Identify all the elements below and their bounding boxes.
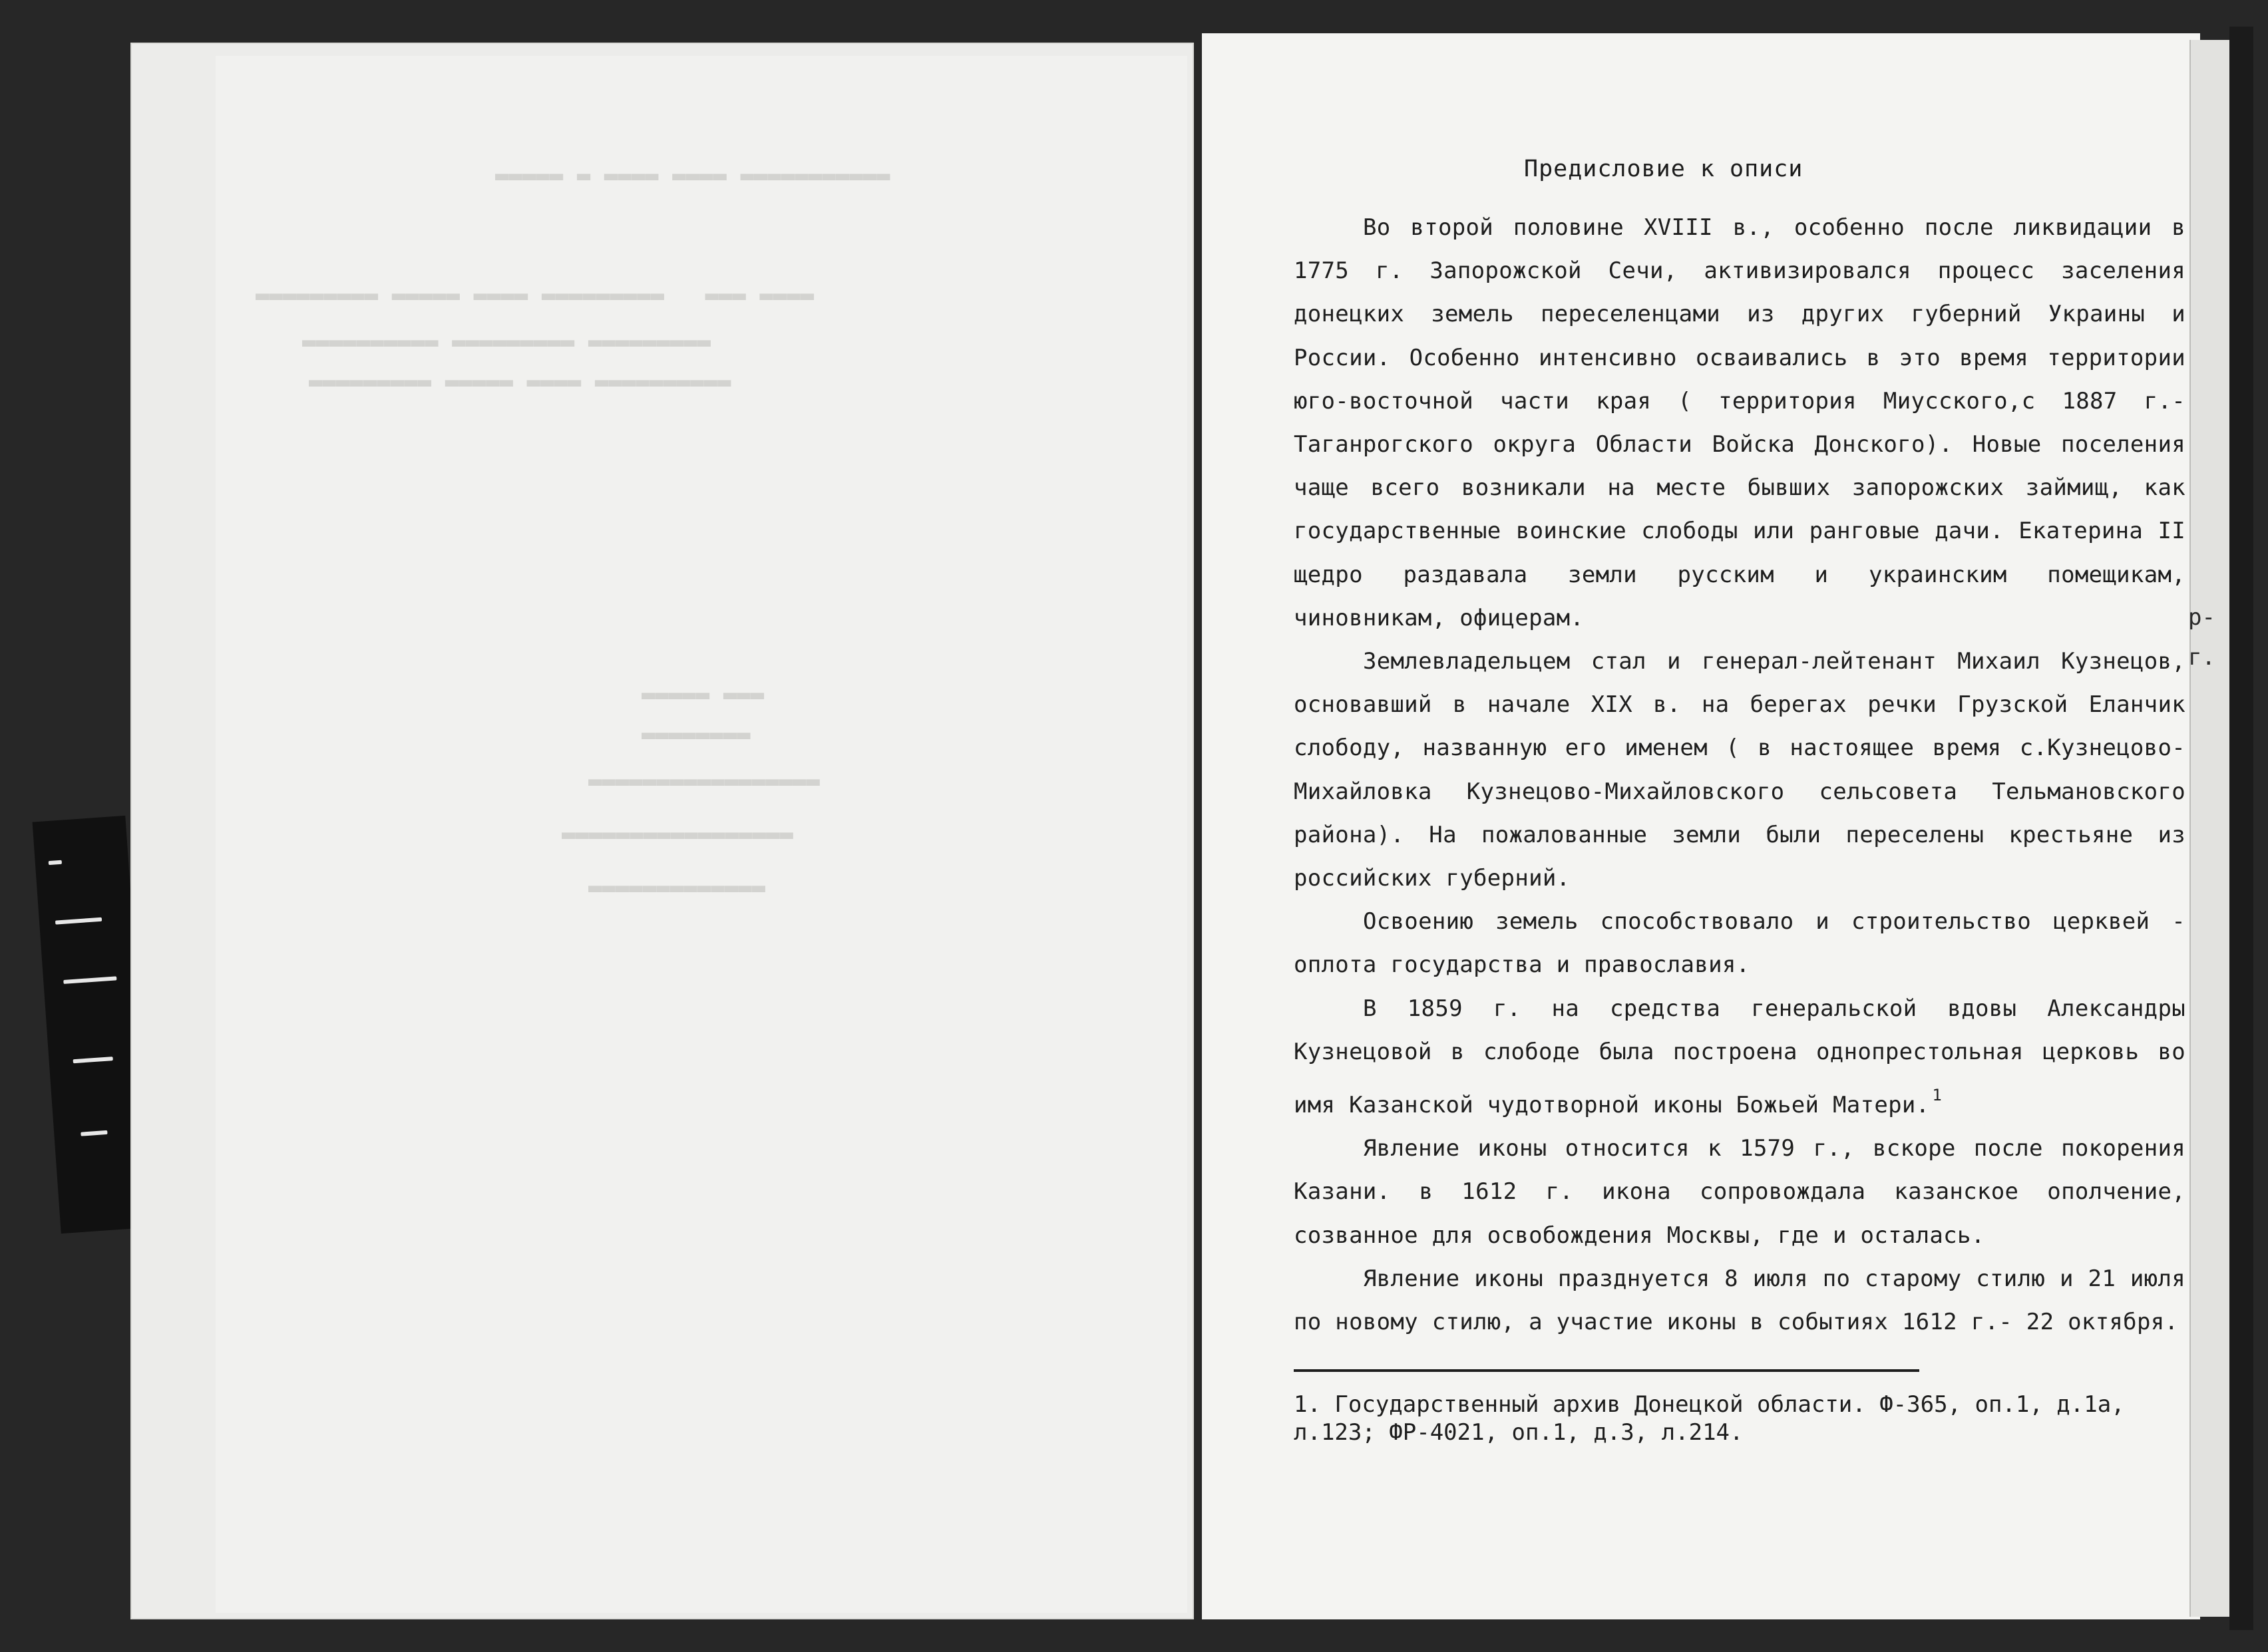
binding-mark xyxy=(55,917,102,925)
paragraph: Во второй половине XVIII в., особенно после ликвидации в 1775 г. Запорожской Сечи, активизировался процесс заселения донецких земель переселенцами из других губерний Украины и России. Особенно интенсивно осваивались в это время территории юго-восточной части края ( территория Миусского,с 1887 г.- Таганрогского округа Области Войска Донского). Новые поселения чаще всего возникали на месте бывших запорожских займищ, как государственные воинские слободы или ранговые дачи. Екатерина II щедро раздавала земли русским и украинским помещикам, чиновникам, офицерам. xyxy=(1294,214,2185,631)
margin-note: р- xyxy=(2188,604,2215,631)
bleed-through-text: ▬▬▬▬▬ ▬▬▬ xyxy=(642,681,765,708)
binding-mark xyxy=(73,1057,113,1063)
page-fold xyxy=(2189,40,2231,1617)
page-edge xyxy=(2229,27,2253,1630)
bleed-through-text: ▬▬▬▬▬ ▬ ▬▬▬▬ ▬▬▬▬ ▬▬▬▬▬▬▬▬▬▬▬ xyxy=(495,162,890,189)
bleed-through-text: ▬▬▬▬▬▬▬▬▬ ▬▬▬▬▬ ▬▬▬▬ ▬▬▬▬▬▬▬▬▬▬ xyxy=(309,369,731,395)
binding-mark xyxy=(81,1130,107,1136)
paragraph: Освоению земель способствовало и строительство церквей - оплота государства и православия. xyxy=(1294,908,2185,979)
paragraph: Явление иконы относится к 1579 г., вскоре после покорения Казани. в 1612 г. икона сопровождала казанское ополчение, созванное для освобождения Москвы, где и осталась. xyxy=(1294,1135,2185,1249)
footnote: 1. Государственный архив Донецкой области. Ф-365, оп.1, д.1а, л.123; ФР-4021, оп.1, д.3, л.214. xyxy=(1294,1391,2125,1446)
binding-mark xyxy=(49,860,62,865)
footnote-marker: 1 xyxy=(1932,1086,1943,1105)
paragraph-with-footnote xyxy=(1294,987,2185,1128)
footnote-divider xyxy=(1294,1369,1919,1372)
bleed-through-text: ▬▬▬▬▬▬▬▬▬▬ ▬▬▬▬▬▬▬▬▬ ▬▬▬▬▬▬▬▬▬ xyxy=(302,329,711,355)
bleed-through-text: ▬▬▬▬▬▬▬▬ xyxy=(642,721,751,748)
margin-note: г. xyxy=(2188,644,2215,671)
bleed-through-text: ▬▬▬▬▬▬▬▬▬▬▬▬▬▬▬▬▬ xyxy=(562,821,793,848)
document-title: Предисловие к описи xyxy=(1524,156,1803,182)
left-page-sheet xyxy=(216,56,1187,1613)
paragraph-text: В 1859 г. на средства генеральской вдовы Александры Кузнецовой в слободе была построена однопрестольная церковь во имя Казанской чудотворной иконы Божьей Матери. xyxy=(1294,995,2185,1119)
bleed-through-text: ▬▬▬▬▬▬▬▬▬▬▬▬▬▬▬▬▬ xyxy=(588,768,820,794)
paragraph: Землевладельцем стал и генерал-лейтенант Михаил Кузнецов, основавший в начале XIX в. на берегах речки Грузской Еланчик слободу, названную его именем ( в настоящее время с.Кузнецово-Михайловка Кузнецово-Михайловского сельсовета Тельмановского района). На пожалованные земли были переселены крестьяне из российских губерний. xyxy=(1294,648,2185,892)
document-body xyxy=(1294,206,2185,1344)
paragraph: Явление иконы празднуется 8 июля по старому стилю и 21 июля по новому стилю, а участие иконы в событиях 1612 г.- 22 октября. xyxy=(1294,1265,2185,1336)
left-page xyxy=(130,43,1194,1619)
binding-mark xyxy=(63,976,116,984)
bleed-through-text: ▬▬▬▬▬▬▬▬▬▬▬▬▬ xyxy=(588,874,766,901)
bleed-through-text: ▬▬▬▬▬▬▬▬▬ ▬▬▬▬▬ ▬▬▬▬ ▬▬▬▬▬▬▬▬▬ ▬▬▬ ▬▬▬▬ xyxy=(256,282,815,309)
